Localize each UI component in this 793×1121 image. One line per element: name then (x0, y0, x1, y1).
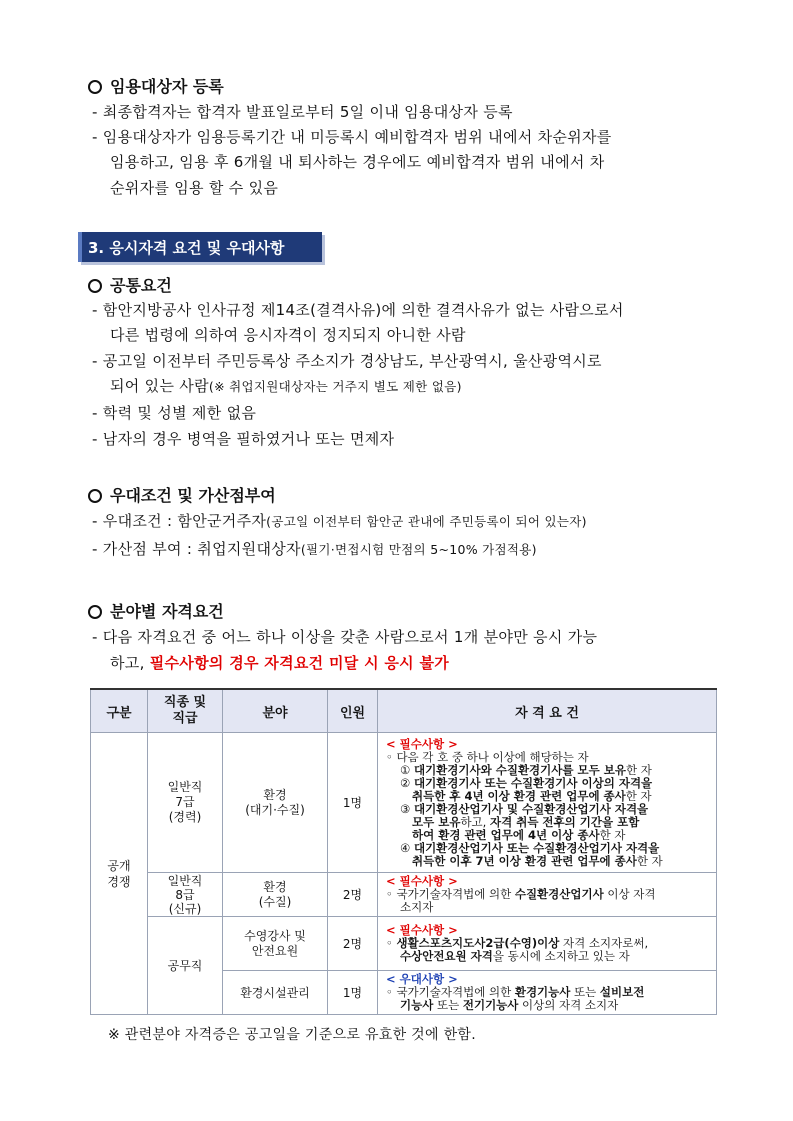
required-tag: < 필수사항 > (386, 923, 458, 937)
count-cell: 2명 (328, 873, 378, 917)
section-bar (78, 232, 322, 262)
header-cell: 자 격 요 건 (378, 689, 717, 733)
req-line: 모두 보유하고, 자격 취득 전후의 기간을 포함 (412, 814, 640, 829)
text-line (110, 375, 462, 396)
circle-bullet-icon (88, 489, 102, 503)
text-main: 하고, (110, 654, 150, 672)
heading-text: 임용대상자 등록 (110, 77, 224, 96)
circle-bullet-icon (88, 80, 102, 94)
preference-tag: < 우대사항 > (386, 972, 458, 986)
field-cell: 환경 (수질) (223, 873, 328, 917)
requirement-cell (378, 971, 717, 1015)
circle-bullet-icon (88, 605, 102, 619)
text-line: - 최종합격자는 합격자 발표일로부터 5일 이내 임용대상자 등록 (92, 103, 513, 121)
text-line: - 함안지방공사 인사규정 제14조(결격사유)에 의한 결격사유가 없는 사람으로서 (92, 301, 624, 319)
heading-text: 분야별 자격요건 (110, 602, 224, 621)
req-line: ◦ 국가기술자격법에 의한 수질환경산업기사 이상 자격 (386, 887, 656, 901)
count-cell: 1명 (328, 733, 378, 873)
requirement-cell (378, 917, 717, 971)
requirement-cell (378, 873, 717, 917)
req-line: 취득한 후 4년 이상 환경 관련 업무에 종사한 자 (412, 788, 652, 803)
table-header-row (91, 689, 717, 733)
grade-cell: 일반직 8급 (신규) (148, 873, 223, 917)
req-line: ① 대기환경기사와 수질환경기사를 모두 보유한 자 (400, 762, 652, 777)
table-row (91, 733, 717, 873)
text-note: (※ 취업지원대상자는 거주지 별도 제한 없음) (208, 379, 462, 394)
header-cell: 구분 (91, 689, 148, 733)
section-heading-field-req (88, 599, 224, 622)
text-line (92, 510, 587, 531)
req-line: ◦ 생활스포츠지도사2급(수영)이상 자격 소지자로써, (386, 936, 649, 950)
warning-text: 필수사항의 경우 자격요건 미달 시 응시 불가 (149, 654, 450, 672)
field-cell: 환경 (대기·수질) (223, 733, 328, 873)
text-main: 되어 있는 사람 (110, 377, 209, 395)
field-cell: 환경시설관리 (223, 971, 328, 1015)
count-cell: 2명 (328, 917, 378, 971)
group-cell: 공개 경쟁 (91, 733, 148, 1015)
heading-text: 공통요건 (110, 276, 172, 295)
field-cell: 수영강사 및 안전요원 (223, 917, 328, 971)
grade-cell: 공무직 (148, 917, 223, 1015)
requirements-table (90, 688, 717, 1015)
req-line: 기능사 또는 전기기능사 이상의 자격 소지자 (400, 998, 619, 1012)
text-line: - 공고일 이전부터 주민등록상 주소지가 경상남도, 부산광역시, 울산광역시로 (92, 352, 602, 370)
req-line: ④ 대기환경산업기사 또는 수질환경산업기사 자격을 (400, 840, 660, 855)
text-line: - 임용대상자가 임용등록기간 내 미등록시 예비합격자 범위 내에서 차순위자를 (92, 128, 612, 146)
header-cell: 직종 및 직급 (148, 689, 223, 733)
required-tag: < 필수사항 > (386, 874, 458, 888)
req-line: 수상안전요원 자격을 동시에 소지하고 있는 자 (400, 949, 630, 963)
req-line: ② 대기환경기사 또는 수질환경기사 이상의 자격을 (400, 775, 653, 790)
text-line: 순위자를 임용 할 수 있음 (110, 179, 279, 197)
section-heading-preference (88, 483, 276, 506)
header-cell: 인원 (328, 689, 378, 733)
table-row (91, 917, 717, 971)
grade-cell: 일반직 7급 (경력) (148, 733, 223, 873)
text-line: - 남자의 경우 병역을 필하였거나 또는 면제자 (92, 430, 395, 448)
req-line: ◦ 다음 각 호 중 하나 이상에 해당하는 자 (386, 749, 589, 764)
text-note: (필기·면접시험 만점의 5~10% 가점적용) (300, 542, 537, 557)
req-line: ③ 대기환경산업기사 및 수질환경산업기사 자격을 (400, 801, 649, 816)
count-cell: 1명 (328, 971, 378, 1015)
requirement-cell (378, 733, 717, 873)
text-line: - 학력 및 성별 제한 없음 (92, 404, 257, 422)
heading-text: 우대조건 및 가산점부여 (110, 486, 276, 505)
bar-accent (78, 232, 82, 262)
req-line: ◦ 국가기술자격법에 의한 환경기능사 또는 설비보전 (386, 985, 645, 999)
section-bar-title: 3. 응시자격 요건 및 우대사항 (88, 238, 285, 257)
header-cell: 분야 (223, 689, 328, 733)
circle-bullet-icon (88, 279, 102, 293)
text-main: - 우대조건 : 함안군거주자 (92, 512, 267, 530)
text-note: (공고일 이전부터 함안군 관내에 주민등록이 되어 있는자) (266, 514, 587, 529)
req-line: 하여 환경 관련 업무에 4년 이상 종사한 자 (412, 827, 626, 842)
text-line: 임용하고, 임용 후 6개월 내 퇴사하는 경우에도 예비합격자 범위 내에서 차 (110, 153, 605, 171)
text-line: 다른 법령에 의하여 응시자격이 정지되지 아니한 사람 (110, 326, 466, 344)
req-line: 취득한 이후 7년 이상 환경 관련 업무에 종사한 자 (412, 853, 663, 868)
req-line: 소지자 (400, 900, 434, 914)
section-heading-common (88, 273, 172, 296)
text-line: - 다음 자격요건 중 어느 하나 이상을 갖춘 사람으로서 1개 분야만 응시 가능 (92, 628, 598, 646)
table-row (91, 873, 717, 917)
required-tag: < 필수사항 > (386, 736, 458, 751)
text-line (110, 652, 449, 673)
text-main: - 가산점 부여 : 취업지원대상자 (92, 540, 301, 558)
footnote: ※ 관련분야 자격증은 공고일을 기준으로 유효한 것에 한함. (108, 1027, 476, 1043)
section-heading-registration (88, 74, 224, 97)
text-line (92, 538, 537, 559)
